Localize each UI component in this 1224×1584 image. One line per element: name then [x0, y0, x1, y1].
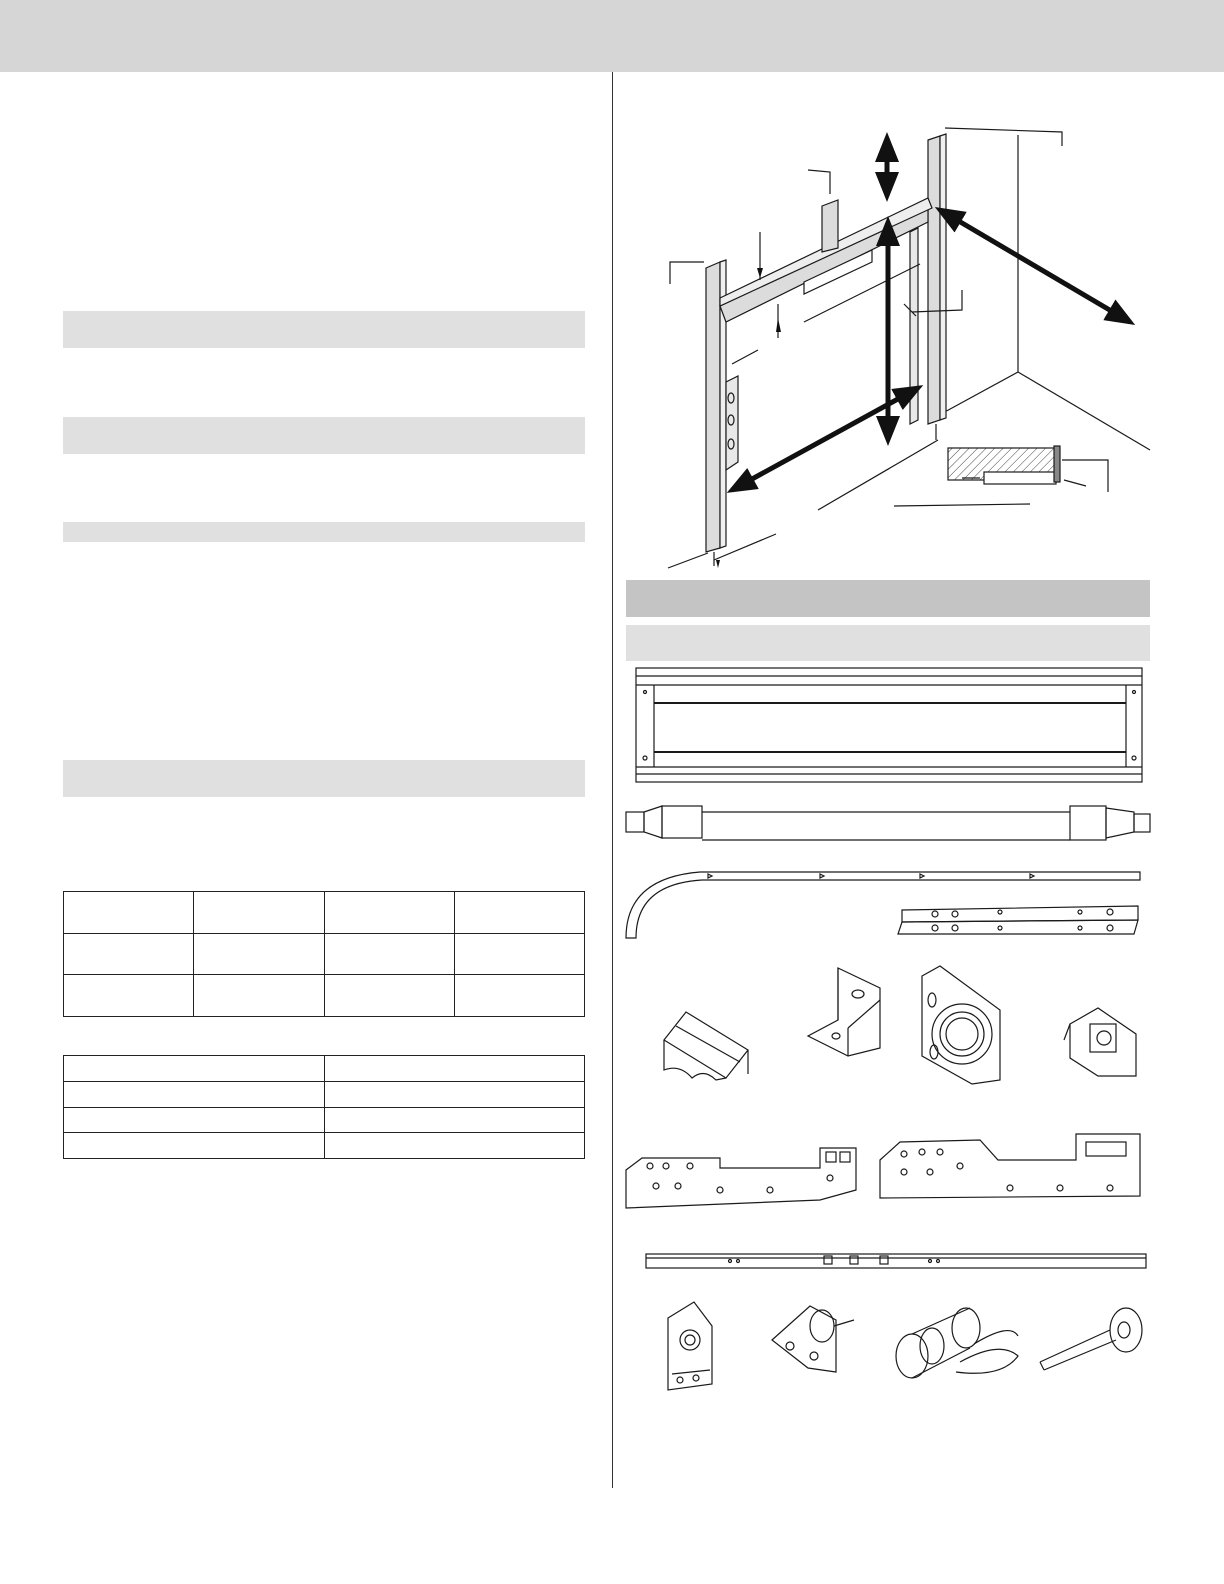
center-bearing-bracket-icon — [922, 966, 1000, 1084]
bottom-bracket-icon — [1064, 1008, 1136, 1076]
jamb-track-bracket-left-icon — [626, 1148, 856, 1208]
jamb-track-bracket-right-icon — [880, 1134, 1140, 1198]
rear-track-hanger-strut-icon — [646, 1254, 1146, 1268]
corner-angle-bracket-icon — [808, 968, 880, 1056]
weather-seal-strip-icon — [664, 1012, 748, 1080]
torsion-spring-assembly-icon — [896, 1308, 1018, 1378]
door-section-panel-icon — [636, 668, 1142, 782]
curved-horizontal-track-icon — [626, 872, 1140, 938]
torsion-tube-shaft-icon — [626, 806, 1150, 840]
roller-icon — [1040, 1308, 1142, 1370]
end-bearing-plate-icon — [668, 1302, 712, 1390]
flag-angle-bracket-icon — [898, 906, 1138, 934]
top-roller-fixture-icon — [772, 1306, 854, 1372]
